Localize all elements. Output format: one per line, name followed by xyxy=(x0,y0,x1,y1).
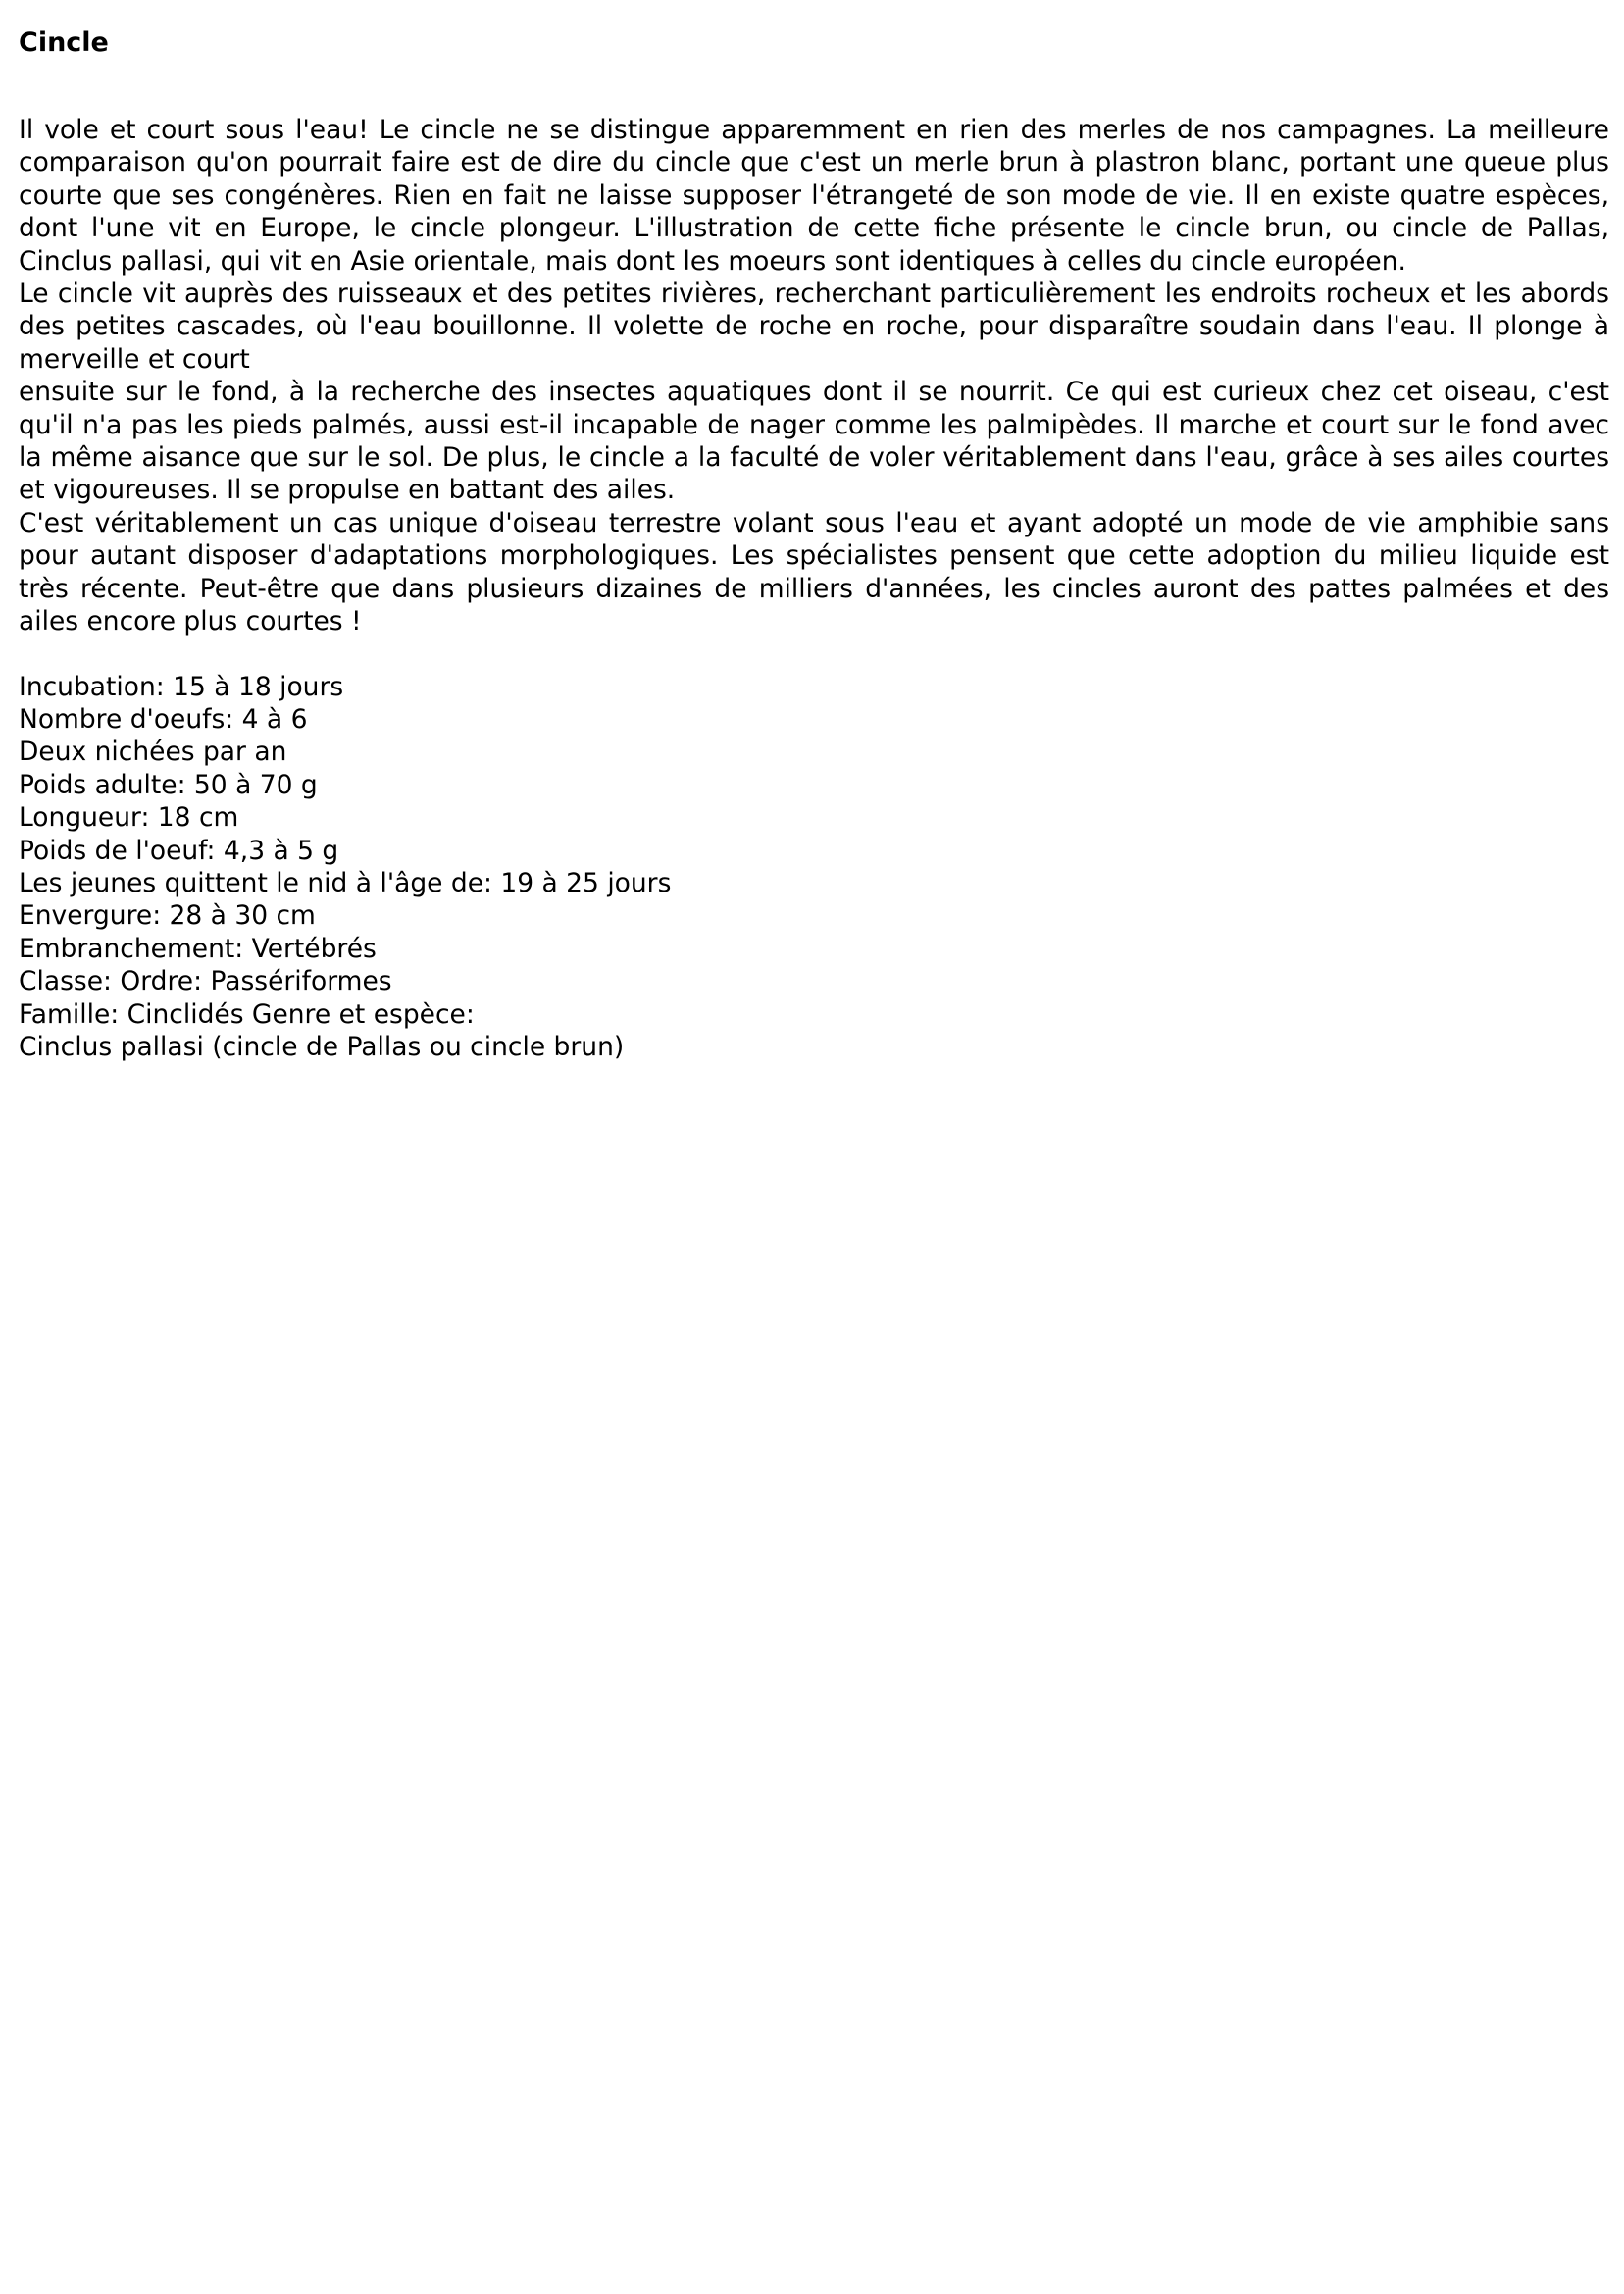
fact-item: Deux nichées par an xyxy=(19,737,287,768)
document-body xyxy=(19,114,1609,638)
document-page xyxy=(19,25,1609,1063)
paragraph: Le cincle vit auprès des ruisseaux et des petites rivières, recherchant particulièrement les endroits rocheux et les abords des petites cascades, où l'eau bouillonne. Il volette de roche en roche, pour disparaître soudain dans l'eau. Il plonge à merveille et court xyxy=(19,279,1609,375)
fact-item: Nombre d'oeufs: 4 à 6 xyxy=(19,703,308,735)
fact-item: Incubation: 15 à 18 jours xyxy=(19,671,344,702)
fact-item: Cinclus pallasi (cincle de Pallas ou cincle brun) xyxy=(19,1031,625,1062)
fact-item: Longueur: 18 cm xyxy=(19,802,239,834)
fact-item: Les jeunes quittent le nid à l'âge de: 19 à 25 jours xyxy=(19,867,672,898)
fact-item: Classe: Ordre: Passériformes xyxy=(19,966,392,997)
fact-item: Poids de l'oeuf: 4,3 à 5 g xyxy=(19,835,339,866)
paragraph: ensuite sur le fond, à la recherche des insectes aquatiques dont il se nourrit. Ce qui est curieux chez cet oiseau, c'est qu'il n'a pas les pieds palmés, aussi est-il incapable de nager comme les palmipèdes. Il marche et court sur le fond avec la même aisance que sur le sol. De plus, le cincle a la faculté de voler véritablement dans l'eau, grâce à ses ailes courtes et vigoureuses. Il se propulse en battant des ailes. xyxy=(19,377,1609,506)
paragraph: C'est véritablement un cas unique d'oiseau terrestre volant sous l'eau et ayant adopté un mode de vie amphibie sans pour autant disposer d'adaptations morphologiques. Les spécialistes pensent que cette adoption du milieu liquide est très récente. Peut-être que dans plusieurs dizaines de milliers d'années, les cincles auront des pattes palmées et des ailes encore plus courtes ! xyxy=(19,507,1609,637)
document-title: Cincle xyxy=(19,27,109,58)
fact-item: Embranchement: Vertébrés xyxy=(19,933,377,964)
fact-item: Poids adulte: 50 à 70 g xyxy=(19,769,318,800)
fact-item: Famille: Cinclidés Genre et espèce: xyxy=(19,998,475,1030)
facts-list xyxy=(19,671,1609,1064)
fact-item: Envergure: 28 à 30 cm xyxy=(19,900,316,932)
paragraph: Il vole et court sous l'eau! Le cincle ne se distingue apparemment en rien des merles de nos campagnes. La meilleure comparaison qu'on pourrait faire est de dire du cincle que c'est un merle brun à plastron blanc, portant une queue plus courte que ses congénères. Rien en fait ne laisse supposer l'étrangeté de son mode de vie. Il en existe quatre espèces, dont l'une vit en Europe, le cincle plongeur. L'illustration de cette fiche présente le cincle brun, ou cincle de Pallas, Cinclus pallasi, qui vit en Asie orientale, mais dont les moeurs sont identiques à celles du cincle européen. xyxy=(19,115,1609,277)
